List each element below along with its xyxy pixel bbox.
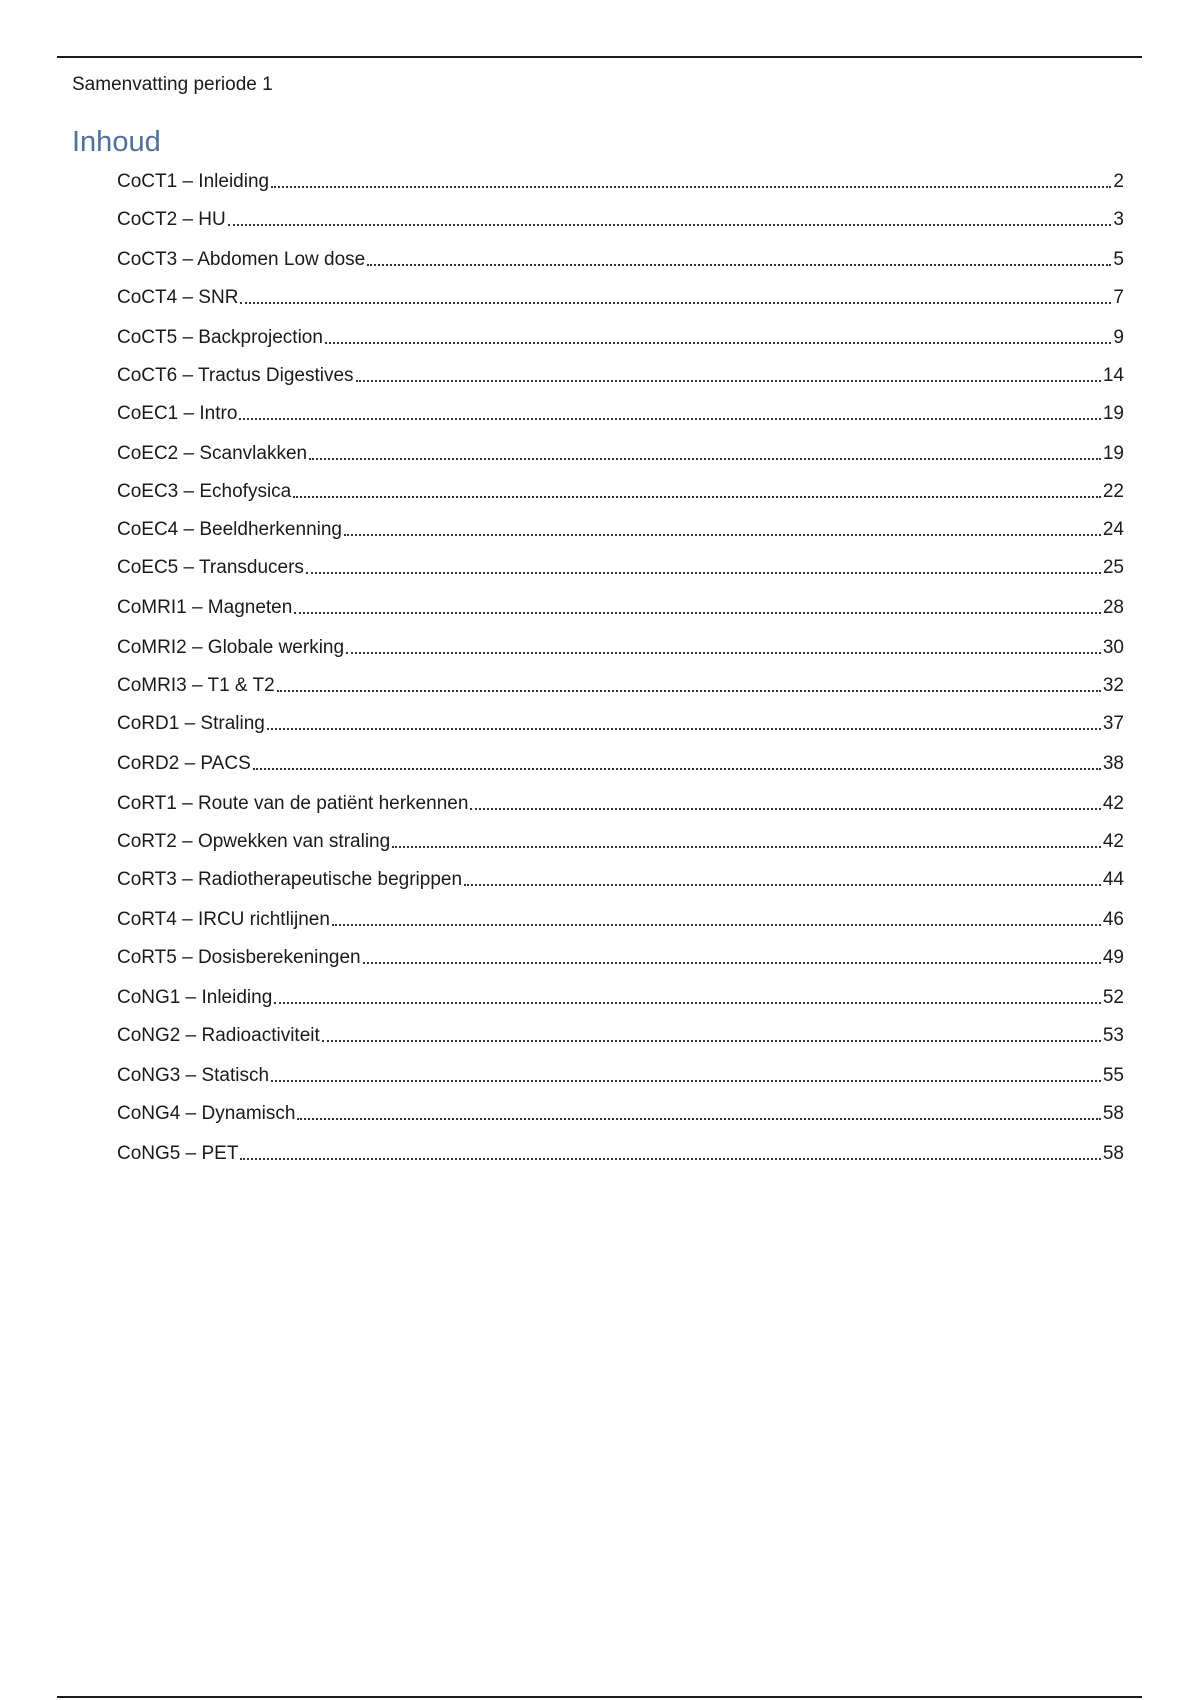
toc-entry-page: 2 <box>1113 171 1124 192</box>
toc-entry-page: 19 <box>1102 403 1124 424</box>
toc-entry[interactable] <box>117 400 1124 426</box>
toc-entry-page: 5 <box>1113 249 1124 270</box>
toc-entry-page: 38 <box>1102 753 1124 774</box>
toc-entry-label: CoRT5 – Dosisberekeningen <box>117 947 361 968</box>
toc-entry[interactable] <box>117 362 1124 388</box>
toc-entry-page: 42 <box>1102 831 1124 852</box>
toc-entry-label: CoCT5 – Backprojection <box>117 327 323 348</box>
toc-entry-page: 58 <box>1102 1143 1124 1164</box>
toc-entry-label: CoRT3 – Radiotherapeutische begrippen <box>117 869 463 890</box>
toc-dot-leader <box>253 768 1101 770</box>
toc-entry[interactable] <box>117 672 1124 698</box>
toc-entry-page: 58 <box>1102 1103 1124 1124</box>
toc-entry-label: CoEC2 – Scanvlakken <box>117 443 308 464</box>
toc-entry-label: CoMRI2 – Globale werking <box>117 637 345 658</box>
toc-entry-page: 25 <box>1102 557 1124 578</box>
toc-entry-page: 37 <box>1102 713 1124 734</box>
toc-entry-page: 14 <box>1102 365 1124 386</box>
toc-entry-label: CoCT4 – SNR <box>117 287 239 308</box>
toc-dot-leader <box>294 612 1101 614</box>
toc-entry-page: 19 <box>1102 443 1124 464</box>
toc-entry-label: CoRT2 – Opwekken van straling <box>117 831 391 852</box>
toc-dot-leader <box>306 572 1101 574</box>
toc-entry-page: 55 <box>1102 1065 1124 1086</box>
toc-entry-label: CoCT2 – HU <box>117 209 226 230</box>
toc-entry-label: CoCT3 – Abdomen Low dose <box>117 249 366 270</box>
toc-title: Inhoud <box>72 126 161 158</box>
toc-dot-leader <box>274 1002 1101 1004</box>
toc-dot-leader <box>293 496 1101 498</box>
toc-entry-page: 32 <box>1102 675 1124 696</box>
toc-entry-label: CoRD1 – Straling <box>117 713 265 734</box>
toc-entry-label: CoEC1 – Intro <box>117 403 238 424</box>
toc-dot-leader <box>267 728 1101 730</box>
toc-dot-leader <box>240 1158 1100 1160</box>
toc-entry[interactable] <box>117 168 1124 194</box>
toc-entry-page: 46 <box>1102 909 1124 930</box>
toc-entry-label: CoEC4 – Beeldherkenning <box>117 519 342 540</box>
toc-dot-leader <box>228 224 1112 226</box>
toc-dot-leader <box>240 302 1111 304</box>
toc-entry[interactable] <box>117 944 1124 970</box>
toc-entry[interactable] <box>117 906 1124 932</box>
toc-dot-leader <box>344 534 1101 536</box>
toc-entry[interactable] <box>117 1022 1124 1048</box>
footer-rule <box>57 1696 1142 1698</box>
toc-dot-leader <box>325 342 1111 344</box>
toc-entry-label: CoEC5 – Transducers <box>117 557 304 578</box>
toc-entry-page: 44 <box>1102 869 1124 890</box>
toc-entry-page: 7 <box>1113 287 1124 308</box>
toc-dot-leader <box>322 1040 1101 1042</box>
toc-entry-page: 52 <box>1102 987 1124 1008</box>
toc-entry[interactable] <box>117 516 1124 542</box>
toc-entry[interactable] <box>117 790 1124 816</box>
toc-entry-label: CoMRI3 – T1 & T2 <box>117 675 275 696</box>
toc-entry-page: 30 <box>1102 637 1124 658</box>
toc-entry[interactable] <box>117 634 1124 660</box>
toc-entry[interactable] <box>117 1062 1124 1088</box>
toc-dot-leader <box>271 186 1111 188</box>
toc-entry[interactable] <box>117 1140 1124 1166</box>
toc-entry[interactable] <box>117 440 1124 466</box>
toc-entry[interactable] <box>117 554 1124 580</box>
toc-entry-label: CoNG1 – Inleiding <box>117 987 273 1008</box>
toc-entry-label: CoNG5 – PET <box>117 1143 239 1164</box>
toc-dot-leader <box>297 1118 1100 1120</box>
toc-entry-page: 42 <box>1102 793 1124 814</box>
toc-entry[interactable] <box>117 710 1124 736</box>
toc-dot-leader <box>470 808 1100 810</box>
toc-dot-leader <box>356 380 1101 382</box>
toc-entry[interactable] <box>117 324 1124 350</box>
toc-entry-page: 24 <box>1102 519 1124 540</box>
toc-dot-leader <box>309 458 1101 460</box>
toc-entry-label: CoEC3 – Echofysica <box>117 481 292 502</box>
toc-entry-label: CoMRI1 – Magneten <box>117 597 293 618</box>
toc-dot-leader <box>332 924 1101 926</box>
header-rule <box>57 56 1142 58</box>
toc-dot-leader <box>271 1080 1101 1082</box>
toc-entry-page: 9 <box>1113 327 1124 348</box>
toc-dot-leader <box>277 690 1101 692</box>
toc-entry-page: 28 <box>1102 597 1124 618</box>
toc-entry-label: CoNG2 – Radioactiviteit <box>117 1025 320 1046</box>
toc-dot-leader <box>367 264 1111 266</box>
toc-entry-label: CoCT1 – Inleiding <box>117 171 270 192</box>
toc-entry-label: CoRT1 – Route van de patiënt herkennen <box>117 793 469 814</box>
toc-entry-label: CoRD2 – PACS <box>117 753 251 774</box>
toc-entry-page: 22 <box>1102 481 1124 502</box>
toc-entry-label: CoNG4 – Dynamisch <box>117 1103 296 1124</box>
toc-dot-leader <box>239 418 1100 420</box>
toc-entry[interactable] <box>117 828 1124 854</box>
toc-entry-label: CoRT4 – IRCU richtlijnen <box>117 909 330 930</box>
toc-entry[interactable] <box>117 478 1124 504</box>
toc-entry[interactable] <box>117 750 1124 776</box>
toc-dot-leader <box>346 652 1101 654</box>
table-of-contents <box>117 168 1124 1188</box>
toc-entry[interactable] <box>117 246 1124 272</box>
toc-entry[interactable] <box>117 594 1124 620</box>
running-header: Samenvatting periode 1 <box>72 74 273 95</box>
toc-entry-label: CoNG3 – Statisch <box>117 1065 270 1086</box>
toc-entry-page: 53 <box>1102 1025 1124 1046</box>
toc-entry[interactable] <box>117 206 1124 232</box>
toc-entry[interactable] <box>117 1100 1124 1126</box>
toc-entry-label: CoCT6 – Tractus Digestives <box>117 365 354 386</box>
toc-entry-page: 3 <box>1113 209 1124 230</box>
toc-dot-leader <box>363 962 1101 964</box>
toc-entry[interactable] <box>117 984 1124 1010</box>
toc-entry[interactable] <box>117 866 1124 892</box>
toc-entry-page: 49 <box>1102 947 1124 968</box>
toc-dot-leader <box>464 884 1101 886</box>
toc-entry[interactable] <box>117 284 1124 310</box>
toc-dot-leader <box>392 846 1101 848</box>
